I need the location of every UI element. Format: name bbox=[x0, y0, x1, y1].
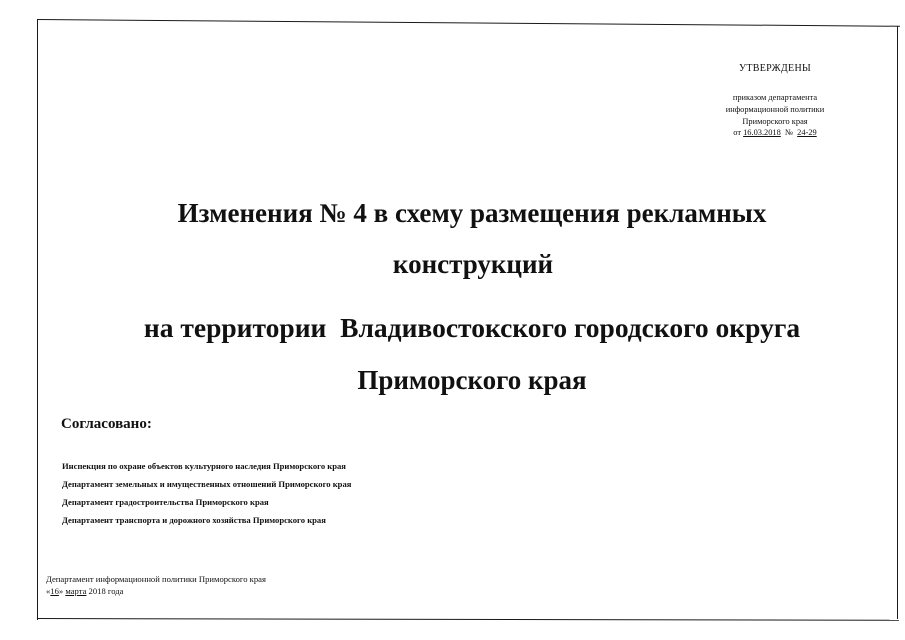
document-border-top bbox=[38, 19, 900, 27]
approval-line-1: приказом департамента bbox=[732, 93, 818, 102]
agreed-item: Инспекция по охране объектов культурного наследия Приморского края bbox=[62, 461, 346, 471]
approval-date-line bbox=[690, 127, 860, 139]
footer-date bbox=[46, 586, 266, 598]
document-title-line-2: конструкций bbox=[392, 249, 554, 279]
agreed-heading: Согласовано: bbox=[61, 416, 152, 432]
document-border-right bbox=[897, 26, 898, 619]
document-title-line-3: на территории Владивостокского городского округа bbox=[143, 312, 801, 343]
footer-year: 2018 года bbox=[86, 585, 124, 596]
footer-department: Департамент информационной политики Приморского края bbox=[46, 574, 266, 584]
footer-day: 16 bbox=[50, 585, 59, 596]
footer-date-close: » bbox=[58, 585, 66, 596]
approval-number: 24-29 bbox=[797, 128, 817, 138]
document-footer bbox=[46, 574, 266, 597]
document-title-line-4: Приморского края bbox=[357, 365, 587, 395]
approval-line-3: Приморского края bbox=[742, 116, 808, 126]
approval-number-sign: № bbox=[780, 128, 798, 138]
agreed-list bbox=[62, 461, 351, 533]
agreed-item: Департамент градостроительства Приморского края bbox=[62, 497, 269, 507]
approval-date-prefix: от bbox=[733, 128, 744, 138]
approval-line-2: информационной политики bbox=[725, 104, 825, 114]
agreed-item: Департамент земельных и имущественных отношений Приморского края bbox=[62, 479, 352, 489]
document-border-left bbox=[37, 19, 38, 620]
document-title-line-1: Изменения № 4 в схему размещения рекламных bbox=[177, 198, 767, 228]
document-border-bottom bbox=[37, 618, 899, 621]
approval-title: УТВЕРЖДЕНЫ bbox=[738, 63, 811, 74]
approval-date: 16.03.2018 bbox=[743, 128, 781, 138]
agreed-item: Департамент транспорта и дорожного хозяйства Приморского края bbox=[62, 515, 326, 525]
approval-stamp bbox=[690, 63, 860, 139]
footer-date-open: « bbox=[46, 585, 51, 596]
footer-month: марта bbox=[65, 585, 87, 596]
